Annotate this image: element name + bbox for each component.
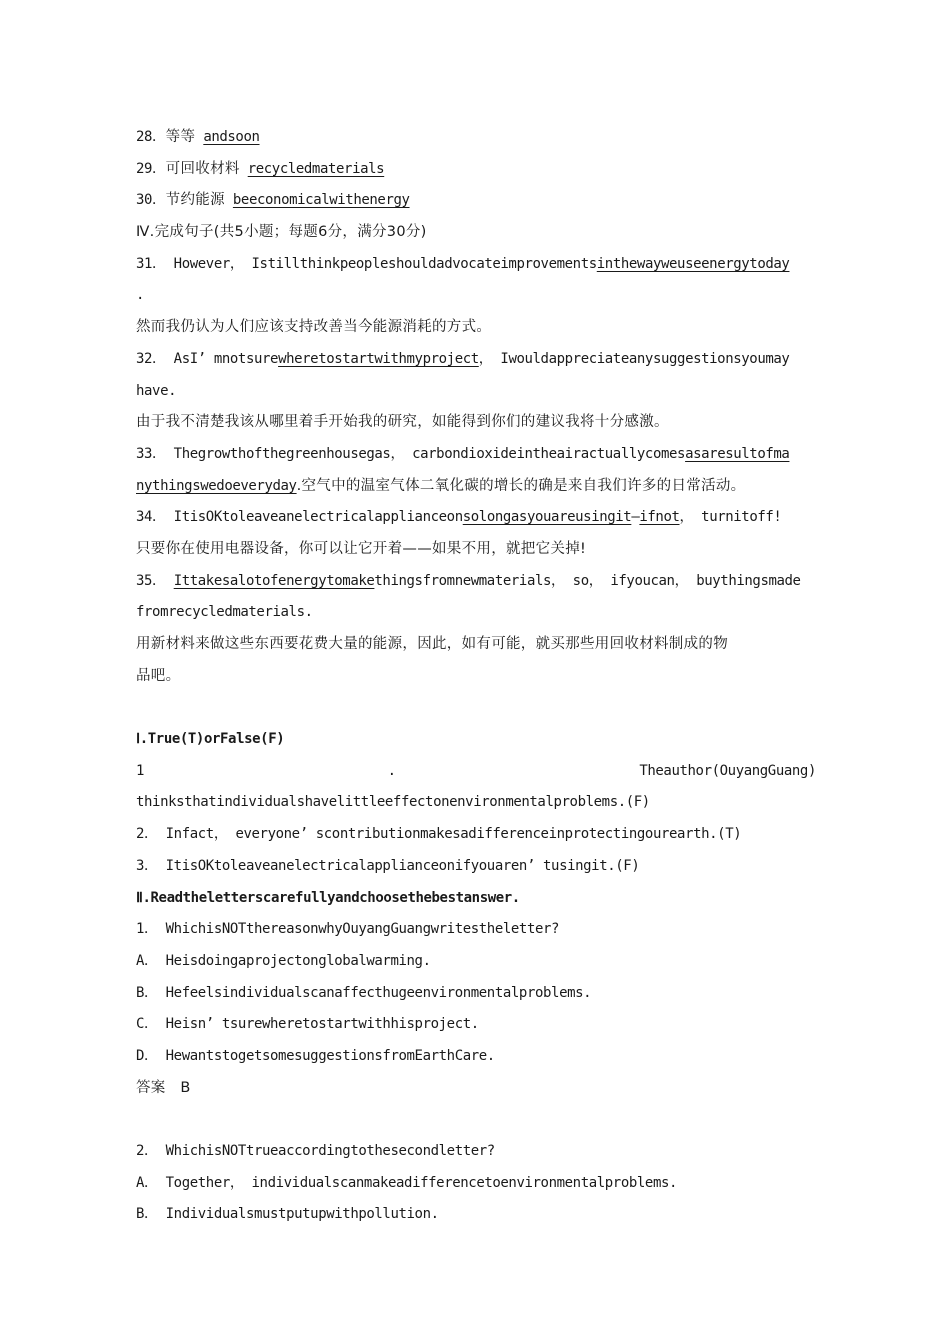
vocab-item-28: 28．等等 andsoon [136,129,260,145]
tf-item-1-cont: thinksthatindividualshavelittleeffectonenvironmentalproblems.(F) [136,794,650,811]
multiple-choice-title: Ⅱ.Readtheletterscarefullyandchoosethebestanswer. [136,889,520,906]
question-2-stem: 2． WhichisNOTtrueaccordingtothesecondletter? [136,1143,495,1159]
answer-text: nythingswedoeveryday [136,477,297,494]
question-1-stem: 1． WhichisNOTthereasonwhyOuyangGuangwritestheletter? [136,921,560,938]
tf-item-3: 3． ItisOKtoleaveanelectricalapplianceonifyouaren’ tusingit.(F) [136,857,640,874]
question-1-answer: 答案 B [136,1079,191,1096]
question-1-option-d: D． HewantstogetsomesuggestionsfromEarthCare. [136,1047,495,1064]
answer-text: ifnot [639,509,680,526]
sentence-32: 32． AsI’ mnotsurewheretostartwithmyproject， Iwouldappreciateanysuggestionsyoumay [136,350,790,367]
sentence-34: 34． ItisOKtoleaveanelectricalapplianceonsolongasyouareusingit—ifnot， turnitoff! [136,509,782,526]
answer-text: andsoon [203,129,260,145]
sentence-33-cont: nythingswedoeveryday.空气中的温室气体二氧化碳的增长的确是来自我们许多的日常活动。 [136,477,746,494]
answer-text: solongasyouareusingit [462,509,632,526]
sentence-31: 31． However， Istillthinkpeopleshouldadvocateimprovementsinthewayweuseenergytoday [136,255,790,272]
sentence-35: 35． Ittakesalotofenergytomakethingsfromnewmaterials， so， ifyoucan， buythingsmade [136,572,801,589]
question-2-option-b: B． Individualsmustputupwithpollution. [136,1206,439,1223]
question-1-option-c: C． Heisn’ tsurewheretostartwithhisproject. [136,1016,479,1033]
answer-text: recycledmaterials [247,160,385,177]
sentence-33: 33． Thegrowthofthegreenhousegas， carbondioxideintheairactuallycomesasaresultofma [136,445,790,462]
section-4-title: Ⅳ.完成句子(共5小题；每题6分，满分30分) [136,224,427,241]
answer-text: wheretostartwithmyproject [278,350,479,367]
tf-item-2: 2． Infact， everyone’ scontributionmakesadifferenceinprotectingourearth.(T) [136,826,742,843]
answer-text: inthewayweuseenergytoday [596,255,790,272]
sentence-35-translation: 用新材料来做这些东西要花费大量的能源，因此，如有可能，就买那些用回收材料制成的物 [136,636,728,652]
true-false-title: Ⅰ.True(T)orFalse(F) [136,731,285,748]
answer-text: asaresultofma [685,445,790,462]
tf-item-1: 1 . Theauthor(OuyangGuang) [136,762,816,779]
question-1-option-a: A． Heisdoingaprojectonglobalwarming. [136,952,431,969]
sentence-35-translation-cont: 品吧。 [136,667,181,684]
spacer [136,692,816,724]
question-2-option-a: A． Together， individualscanmakeadifferencetoenvironmentalproblems. [136,1174,678,1191]
sentence-34-translation: 只要你在使用电器设备，你可以让它开着——如果不用，就把它关掉! [136,540,587,557]
sentence-31-translation: 然而我仍认为人们应该支持改善当今能源消耗的方式。 [136,319,492,336]
sentence-32-cont: have. [136,382,177,399]
vocab-item-29: 29．可回收材料 recycledmaterials [136,160,385,177]
sentence-31-cont: . [136,287,145,304]
question-1-option-b: B． Hefeelsindividualscanaffecthugeenvironmentalproblems. [136,984,592,1001]
spacer [136,1104,816,1136]
document-page [136,122,816,1231]
sentence-32-translation: 由于我不清楚我该从哪里着手开始我的研究，如能得到你们的建议我将十分感激。 [136,414,669,431]
answer-text: beeconomicalwithenergy [232,192,410,209]
sentence-35-cont: fromrecycledmaterials. [136,604,313,621]
vocab-item-30: 30．节约能源 beeconomicalwithenergy [136,192,410,209]
answer-text: Ittakesalotofenergytomake [173,572,375,589]
